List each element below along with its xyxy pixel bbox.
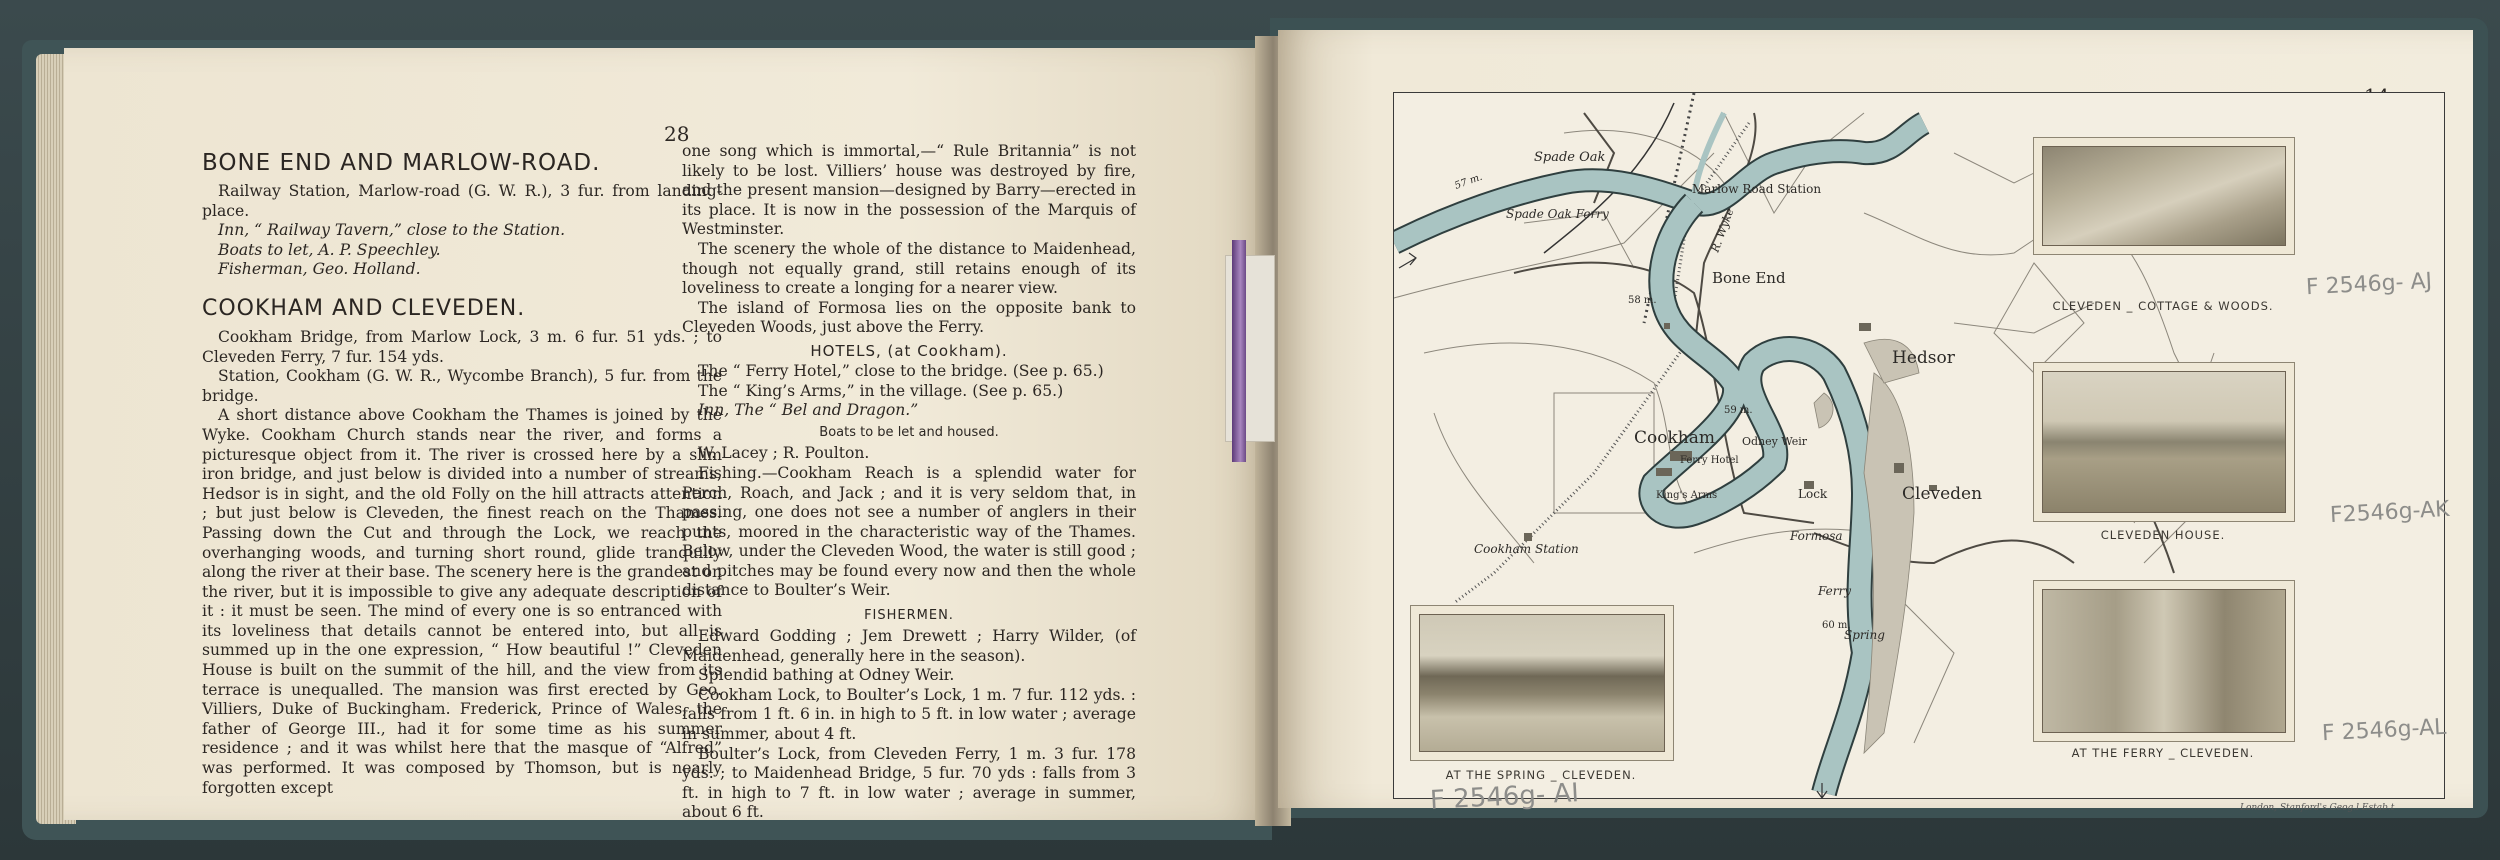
label-marlow-road-station: Marlow Road Station [1692, 182, 1822, 196]
ribbon-bookmark [1232, 240, 1246, 462]
label-kings-arms: King's Arms [1656, 490, 1718, 501]
caption-cleveden-house: CLEVEDEN HOUSE. [2100, 528, 2226, 542]
cookham-bridge-line: Cookham Bridge, from Marlow Lock, 3 m. 6 fur. 51 yds. ; to Cleveden Ferry, 7 fur. 154 yds. [202, 327, 722, 366]
label-bone-end: Bone End [1712, 269, 1786, 287]
engraver-credit: London, Stanford's Geog.l Estab.t [2240, 803, 2395, 813]
left-page [64, 48, 1264, 820]
heading-cookham: COOKHAM AND CLEVEDEN. [202, 295, 526, 321]
photo-cleveden-house-image [2042, 371, 2286, 513]
fishermen-heading: FISHERMEN. [864, 608, 954, 624]
label-odney-weir: Odney Weir [1742, 435, 1808, 448]
boulters-lock-line: Boulter’s Lock, from Cleveden Ferry, 1 m. 3 fur. 178 yds. ; to Maidenhead Bridge, 5 fur. 70 yds : falls from 3 ft. in high to 7 ft. in low water ; average in summer, about 6 ft. [682, 744, 1136, 822]
pencil-note-ak: F2546g-AK [2329, 496, 2451, 529]
formosa-paragraph: The island of Formosa lies on the opposite bank to Cleveden Woods, just above the Ferry. [682, 298, 1136, 337]
boats-line: Boats to let, A. P. Speechley. [218, 240, 441, 259]
flow-arrow-in [1399, 253, 1416, 268]
label-cleveden: Cleveden [1902, 484, 1983, 504]
boatmen-names: W. Lacey ; R. Poulton. [698, 444, 870, 463]
label-spring: Spring [1844, 628, 1885, 642]
pencil-note-al: F 2546g-AL [2321, 714, 2447, 747]
label-57m: 57 m. [1453, 171, 1484, 192]
label-ferry-hotel: Ferry Hotel [1680, 455, 1739, 466]
label-lock: Lock [1798, 487, 1828, 501]
inn-bel-dragon: Inn, The “ Bel and Dragon.” [698, 401, 919, 420]
boats-note: Boats to be let and housed. [819, 424, 999, 440]
label-ferry: Ferry [1818, 584, 1852, 598]
photo-ferry-image [2042, 589, 2286, 733]
label-cookham-station: Cookham Station [1474, 542, 1579, 556]
photo-cottage-woods-image [2042, 146, 2286, 246]
photo-spring [1410, 605, 1674, 761]
pencil-note-ai: F 2546g- AI [1429, 778, 1580, 816]
fishermen-names: Edward Godding ; Jem Drewett ; Harry Wilder, (of Maidenhead, generally here in the season). [682, 627, 1136, 665]
photo-spring-image [1419, 614, 1665, 752]
hotel-kings-arms: The “ King’s Arms,” in the village. (See p. 65.) [698, 381, 1064, 400]
caption-ferry: AT THE FERRY _ CLEVEDEN. [2071, 746, 2255, 760]
label-cookham: Cookham [1634, 428, 1715, 448]
caption-spring: AT THE SPRING _ CLEVEDEN. [1445, 768, 1637, 782]
label-59m: 59 m. [1724, 405, 1753, 416]
cookham-description: A short distance above Cookham the Thames is joined by the Wyke. Cookham Church stands near the river, and forms a picturesque object from it. The river is crossed here by a slim iron bridge, and just below is divided into a number of streams, Hedsor is in sight, and the old Folly on the hill attracts attention ; but just below is Cleveden, the finest reach on the Thames. Passing down the Cut and through the Lock, we reach the overhanging woods, and turning short round, glide tranquilly along the river at their base. The scenery here is the grandest on the river, but it is impossible to give any adequate description of it : it must be seen. The mind of every one is so entranced with its loveliness that details cannot be entered into, but all is summed up in the one expression, “ How beautiful !” Cleveden House is built on the summit of the hill, and the view from its terrace is unequalled. The mansion was first erected by Geo. Villiers, Duke of Buckingham. Frederick, Prince of Wales, the father of George III., had it for some time as his summer residence ; and it was whilst here that the masque of “Alfred” was performed. It was composed by Thomson, but is nearly forgotten except [202, 406, 722, 797]
photo-ferry [2033, 580, 2295, 742]
rule-britannia-paragraph: one song which is immortal,—“ Rule Britannia” is not likely to be lost. Villiers’ house was destroyed by fire, and the present mansion—designed by Barry—erected in its place. It is now in the possession of the Marquis of Westminster. [682, 142, 1136, 239]
cookham-lock-line: Cookham Lock, to Boulter’s Lock, 1 m. 7 fur. 112 yds. : falls from 1 ft. 6 in. in high to 5 ft. in low water ; average in summer, about 4 ft. [682, 685, 1136, 744]
caption-cottage-woods: CLEVEDEN _ COTTAGE & WOODS. [2052, 299, 2274, 313]
railway-station-line: Railway Station, Marlow-road (G. W. R.), 3 fur. from landing-place. [202, 182, 722, 220]
fisherman-line: Fisherman, Geo. Holland. [218, 260, 421, 279]
hotel-ferry: The “ Ferry Hotel,” close to the bridge. (See p. 65.) [698, 361, 1104, 380]
photo-cleveden-house [2033, 362, 2295, 522]
inn-line: Inn, “ Railway Tavern,” close to the Station. [218, 221, 566, 240]
label-formosa: Formosa [1790, 529, 1843, 543]
pencil-note-aj: F 2546g- AJ [2305, 268, 2433, 301]
label-58m: 58 m. [1628, 295, 1657, 306]
label-spade-oak-ferry: Spade Oak Ferry [1506, 207, 1609, 221]
cookham-station-line: Station, Cookham (G. W. R., Wycombe Branch), 5 fur. from the bridge. [202, 367, 722, 405]
label-wyke: R. Wyke [1708, 206, 1737, 255]
hotels-heading: HOTELS, (at Cookham). [810, 341, 1008, 360]
right-column [682, 142, 1136, 823]
left-column [202, 148, 722, 798]
fishing-paragraph: Fishing.—Cookham Reach is a splendid water for Perch, Roach, and Jack ; and it is very seldom that, in passing, one does not see a number of anglers in their punts, moored in the characteristic way of the Thames. Below, under the Cleveden Wood, the water is still good ; and pitches may be found every now and then the whole distance to Boulter’s Weir. [682, 463, 1136, 600]
photo-cottage-woods [2033, 137, 2295, 255]
label-hedsor: Hedsor [1892, 348, 1955, 368]
label-60m: 60 m. [1822, 620, 1851, 631]
page-number-left: 28 [664, 122, 690, 146]
label-spade-oak: Spade Oak [1534, 150, 1606, 165]
heading-bone-end: BONE END AND MARLOW-ROAD. [202, 150, 601, 176]
scenery-paragraph: The scenery the whole of the distance to Maidenhead, though not equally grand, still retains enough of its loveliness to create a longing for a nearer view. [682, 239, 1136, 298]
bathing-line: Splendid bathing at Odney Weir. [698, 666, 955, 685]
